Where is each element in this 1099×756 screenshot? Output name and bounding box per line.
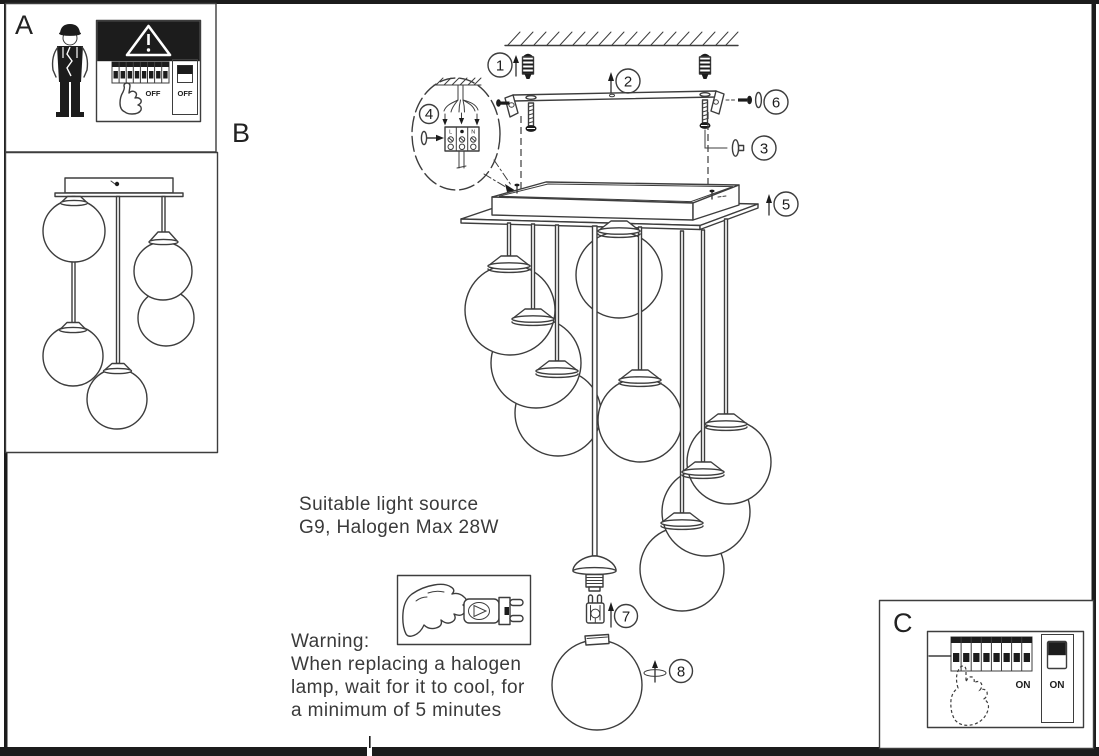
globe xyxy=(598,378,682,462)
warning-line4: a minimum of 5 minutes xyxy=(291,700,502,721)
insert-arrow-anchor xyxy=(513,55,519,76)
terminal-live-label: L xyxy=(449,129,453,136)
globe xyxy=(134,242,192,300)
callout-6-screw-washer xyxy=(726,90,788,114)
svg-text:2: 2 xyxy=(623,73,633,91)
svg-text:7: 7 xyxy=(621,608,631,626)
breaker-off-label: OFF xyxy=(145,89,161,98)
terminal-neutral-label: N xyxy=(471,129,476,136)
g9-bulb xyxy=(587,595,605,623)
panel-a xyxy=(6,4,217,153)
balloon-pointer xyxy=(484,160,516,192)
svg-text:8: 8 xyxy=(676,663,686,681)
callout-1 xyxy=(488,53,512,77)
warning-line2: When replacing a halogen xyxy=(291,654,522,675)
callout-3-thumbscrew xyxy=(705,130,776,160)
breaker-on-label: ON xyxy=(1015,680,1031,691)
ceiling-hatch xyxy=(505,32,738,46)
switch-off-label: OFF xyxy=(177,89,193,98)
wall-anchor-left xyxy=(523,54,534,79)
globe xyxy=(87,369,147,429)
terminal-block xyxy=(445,127,479,151)
svg-text:6: 6 xyxy=(771,94,781,112)
warning-line3: lamp, wait for it to cool, for xyxy=(291,677,525,698)
callout-8 xyxy=(670,660,693,683)
bracket-screw-left xyxy=(526,103,537,132)
callout-7 xyxy=(608,602,638,628)
switch-on-label: ON xyxy=(1049,680,1065,691)
globe xyxy=(43,326,103,386)
mounting-bracket xyxy=(505,91,724,117)
wire-insert-arrows xyxy=(442,113,479,126)
globe xyxy=(576,232,662,318)
warning-note xyxy=(291,630,525,722)
svg-text:1: 1 xyxy=(495,57,505,75)
light-source-line2: G9, Halogen Max 28W xyxy=(299,517,499,538)
wall-anchor-right xyxy=(700,54,711,79)
section-label-a: A xyxy=(15,10,34,40)
fold-mark xyxy=(369,736,371,748)
rotation-arrow xyxy=(644,660,666,682)
panel-b xyxy=(6,153,218,453)
lamp-socket xyxy=(573,556,616,591)
callout-2 xyxy=(608,69,640,93)
terminal-detail-balloon xyxy=(412,78,516,192)
pendant-globes xyxy=(465,219,771,611)
glass-globe-loose xyxy=(552,635,642,731)
power-off-warning-sign xyxy=(97,21,201,122)
ground-symbol xyxy=(460,130,464,134)
light-source-line1: Suitable light source xyxy=(299,494,479,515)
svg-text:3: 3 xyxy=(759,140,769,158)
globe xyxy=(43,200,105,262)
svg-text:5: 5 xyxy=(781,196,791,214)
section-label-c: C xyxy=(893,608,913,638)
light-source-note xyxy=(299,493,499,539)
section-label-b: B xyxy=(232,118,251,148)
callout-4 xyxy=(420,105,445,145)
callout-5 xyxy=(766,192,798,216)
svg-text:4: 4 xyxy=(424,105,434,123)
bracket-screw-right xyxy=(700,100,711,129)
warning-title: Warning: xyxy=(291,631,370,652)
